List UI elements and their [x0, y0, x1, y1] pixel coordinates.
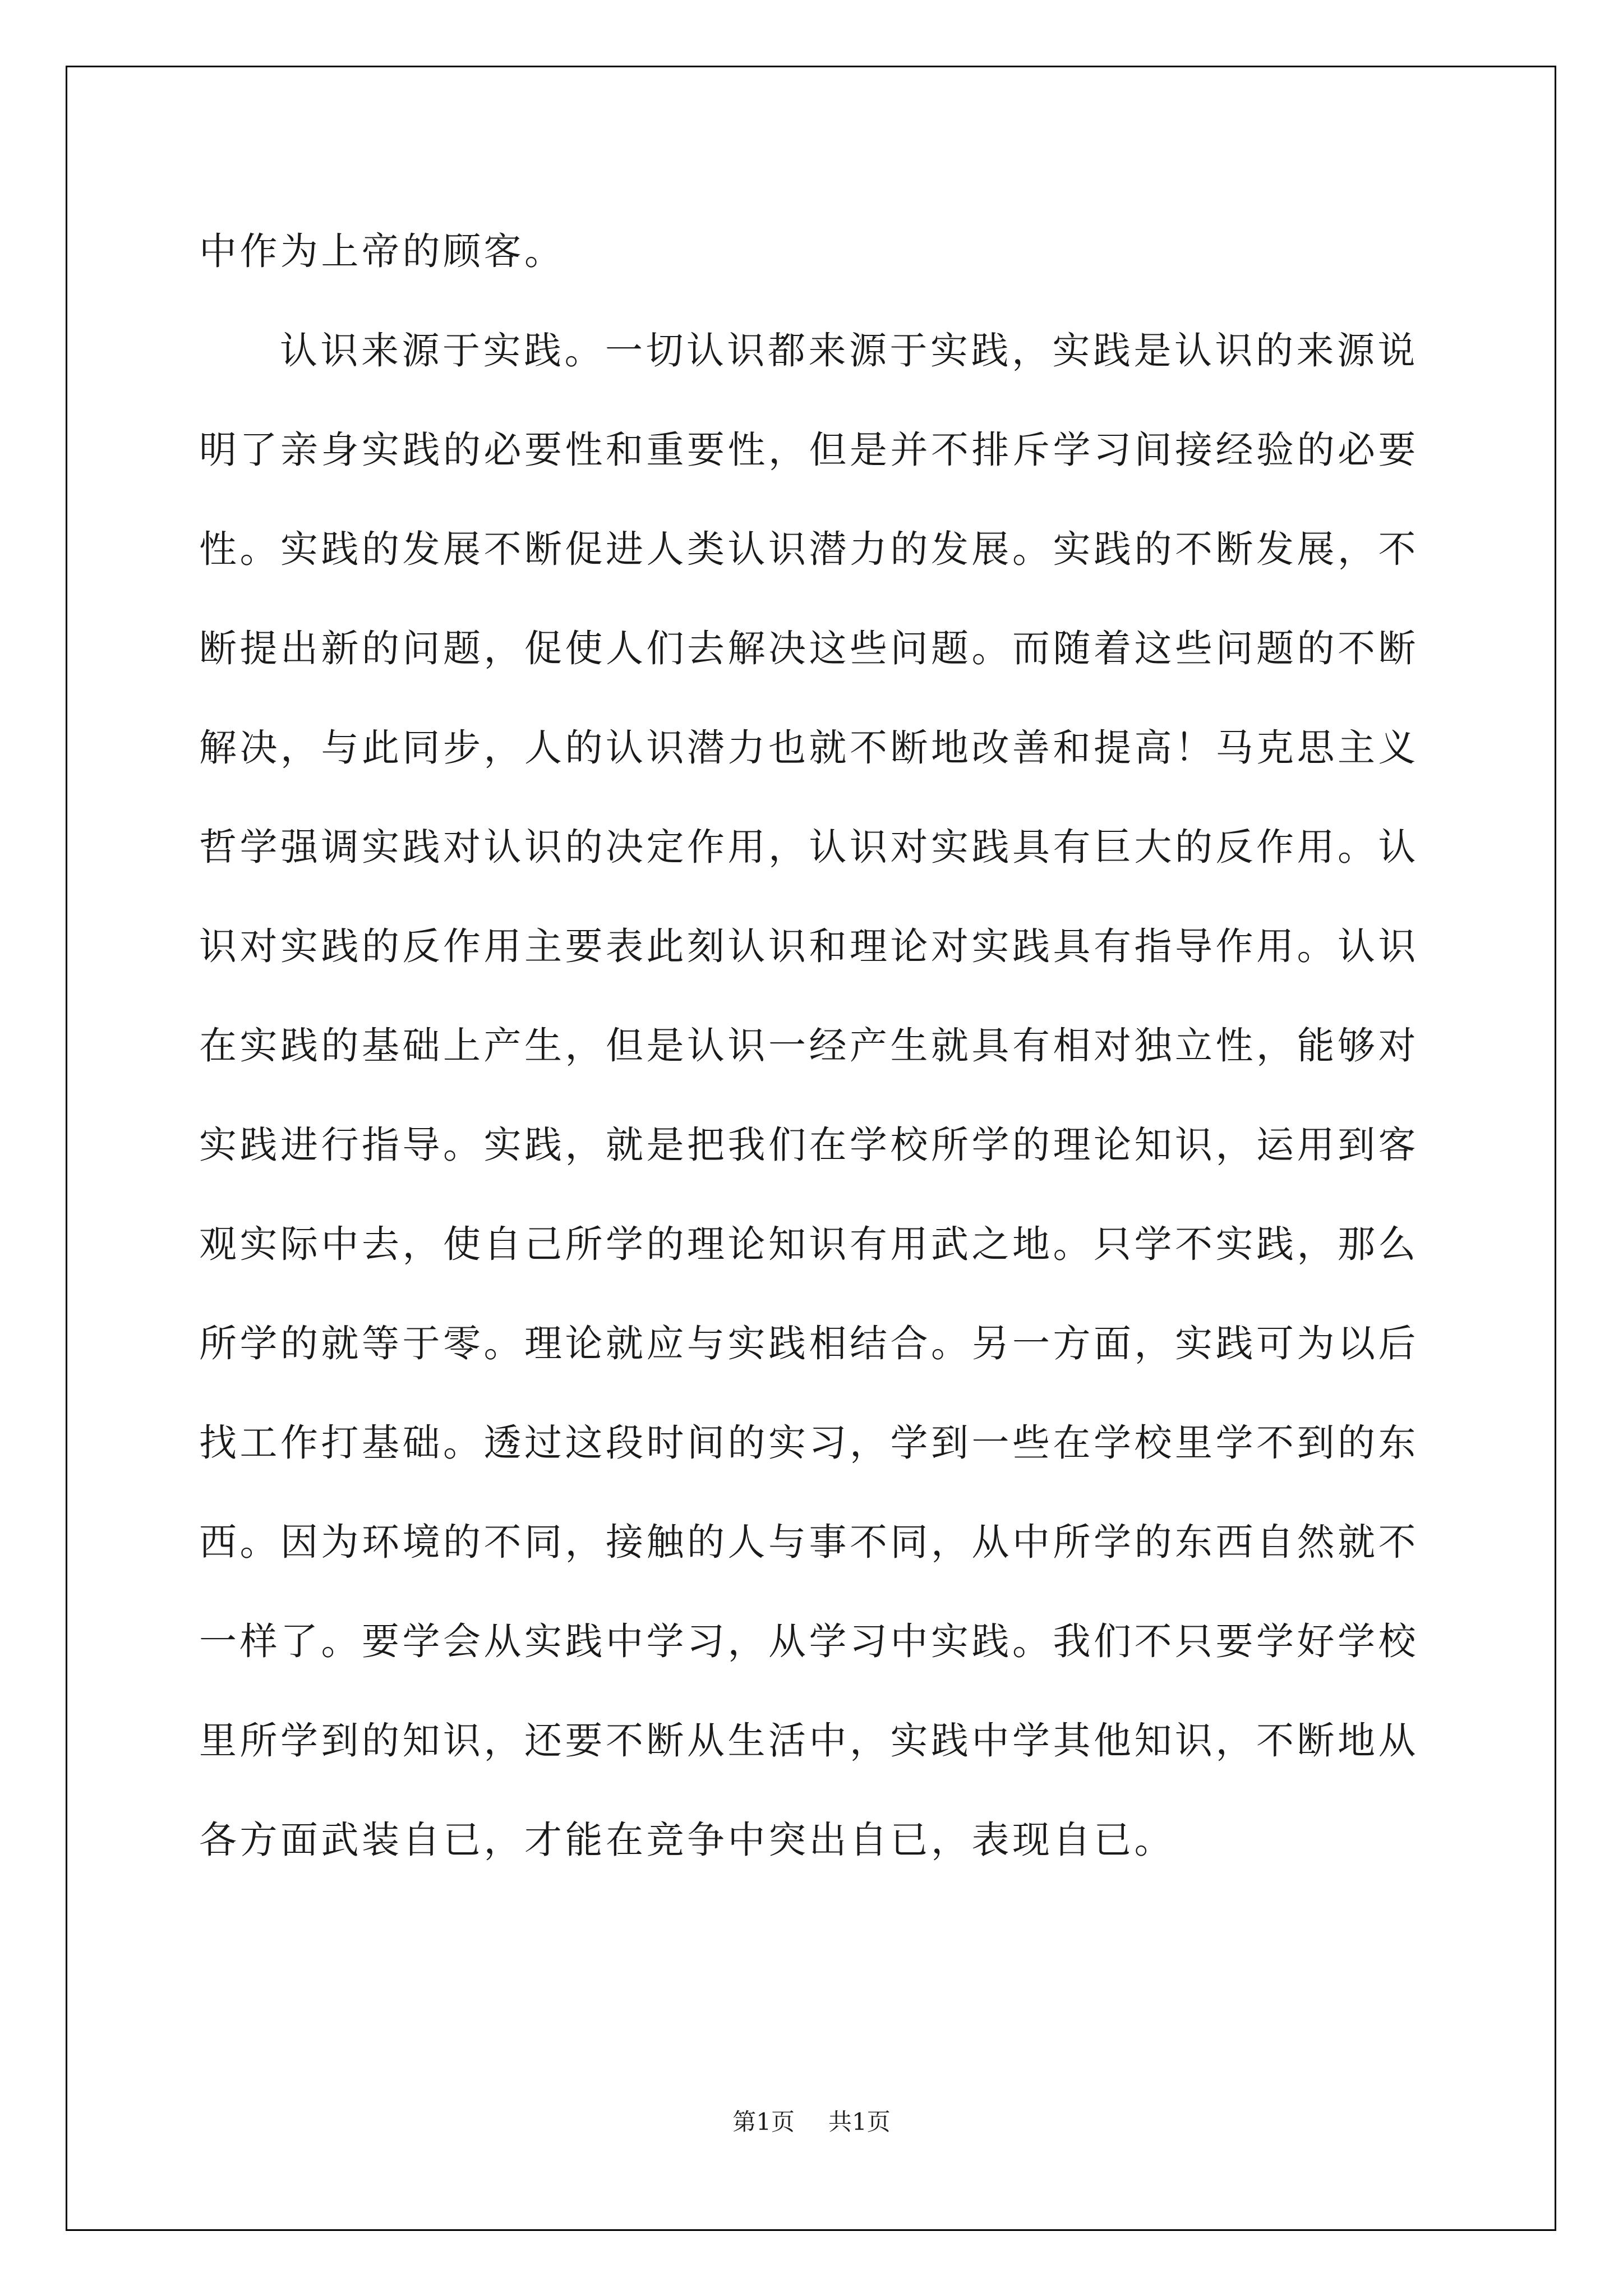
page-total: 共1页 [828, 2108, 891, 2136]
text-line: 明了亲身实践的必要性和重要性，但是并不排斥学习间接经验的必要 [199, 428, 1419, 472]
text-line: 在实践的基础上产生，但是认识一经产生就具有相对独立性，能够对 [199, 1024, 1419, 1068]
text-line: 识对实践的反作用主要表此刻认识和理论对实践具有指导作用。认识 [199, 924, 1419, 968]
text-line: 里所学到的知识，还要不断从生活中，实践中学其他知识，不断地从 [199, 1719, 1419, 1763]
page-footer [0, 2104, 1623, 2137]
text-line: 所学的就等于零。理论就应与实践相结合。另一方面，实践可为以后 [199, 1322, 1419, 1365]
text-line: 西。因为环境的不同，接触的人与事不同，从中所学的东西自然就不 [199, 1520, 1419, 1564]
paragraph-start-line: 认识来源于实践。一切认识都来源于实践，实践是认识的来源说 [280, 329, 1418, 372]
text-line: 中作为上帝的顾客。 [199, 229, 565, 273]
text-line: 解决，与此同步，人的认识潜力也就不断地改善和提高！马克思主义 [199, 726, 1419, 770]
text-line: 断提出新的问题，促使人们去解决这些问题。而随着这些问题的不断 [199, 627, 1419, 670]
document-body [199, 217, 1436, 1904]
page-number: 第1页 [732, 2108, 795, 2136]
text-line: 观实际中去，使自己所学的理论知识有用武之地。只学不实践，那么 [199, 1222, 1419, 1266]
text-line: 性。实践的发展不断促进人类认识潜力的发展。实践的不断发展，不 [199, 527, 1419, 571]
text-line: 找工作打基础。透过这段时间的实习，学到一些在学校里学不到的东 [199, 1421, 1419, 1465]
text-line: 实践进行指导。实践，就是把我们在学校所学的理论知识，运用到客 [199, 1123, 1419, 1167]
text-line: 一样了。要学会从实践中学习，从学习中实践。我们不只要学好学校 [199, 1619, 1419, 1663]
text-line: 哲学强调实践对认识的决定作用，认识对实践具有巨大的反作用。认 [199, 825, 1419, 869]
text-line: 各方面武装自已，才能在竞争中突出自已，表现自已。 [199, 1818, 1175, 1862]
